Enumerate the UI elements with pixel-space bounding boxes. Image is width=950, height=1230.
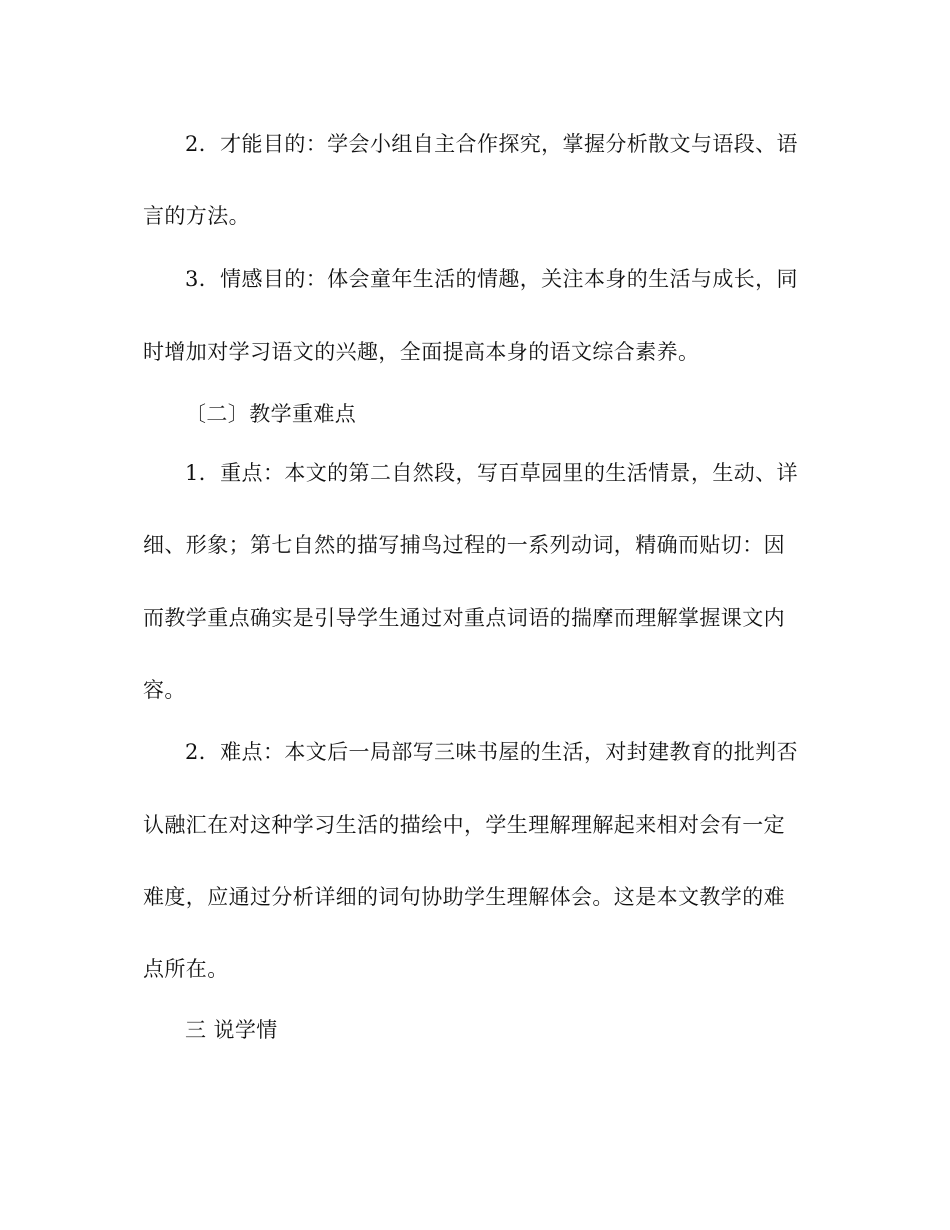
paragraph-emotion-goal-line-1: 3．情感目的：体会童年生活的情趣，关注本身的生活与成长，同 (185, 267, 798, 291)
paragraph-difficulty-line-2: 认融汇在对这种学习生活的描绘中，学生理解理解起来相对会有一定 (143, 813, 785, 837)
paragraph-emotion-goal-line-2: 时增加对学习语文的兴趣，全面提高本身的语文综合素养。 (143, 340, 700, 364)
section-heading-learning-situation: 三 说学情 (185, 1018, 278, 1042)
paragraph-key-point-line-3: 而教学重点确实是引导学生通过对重点词语的揣摩而理解掌握课文内 (143, 606, 785, 630)
paragraph-difficulty-line-1: 2．难点：本文后一局部写三味书屋的生活，对封建教育的批判否 (185, 740, 798, 764)
paragraph-key-point-line-4: 容。 (143, 678, 186, 702)
paragraph-ability-goal-line-1: 2．才能目的：学会小组自主合作探究，掌握分析散文与语段、语 (185, 132, 798, 156)
paragraph-key-point-line-1: 1．重点：本文的第二自然段，写百草园里的生活情景，生动、详 (185, 461, 798, 485)
section-heading-key-difficult-points: 〔二〕教学重难点 (185, 402, 357, 426)
paragraph-difficulty-line-4: 点所在。 (143, 957, 229, 981)
paragraph-difficulty-line-3: 难度，应通过分析详细的词句协助学生理解体会。这是本文教学的难 (143, 885, 785, 909)
paragraph-ability-goal-line-2: 言的方法。 (143, 204, 250, 228)
paragraph-key-point-line-2: 细、形象；第七自然的描写捕鸟过程的一系列动词，精确而贴切：因 (143, 533, 785, 557)
